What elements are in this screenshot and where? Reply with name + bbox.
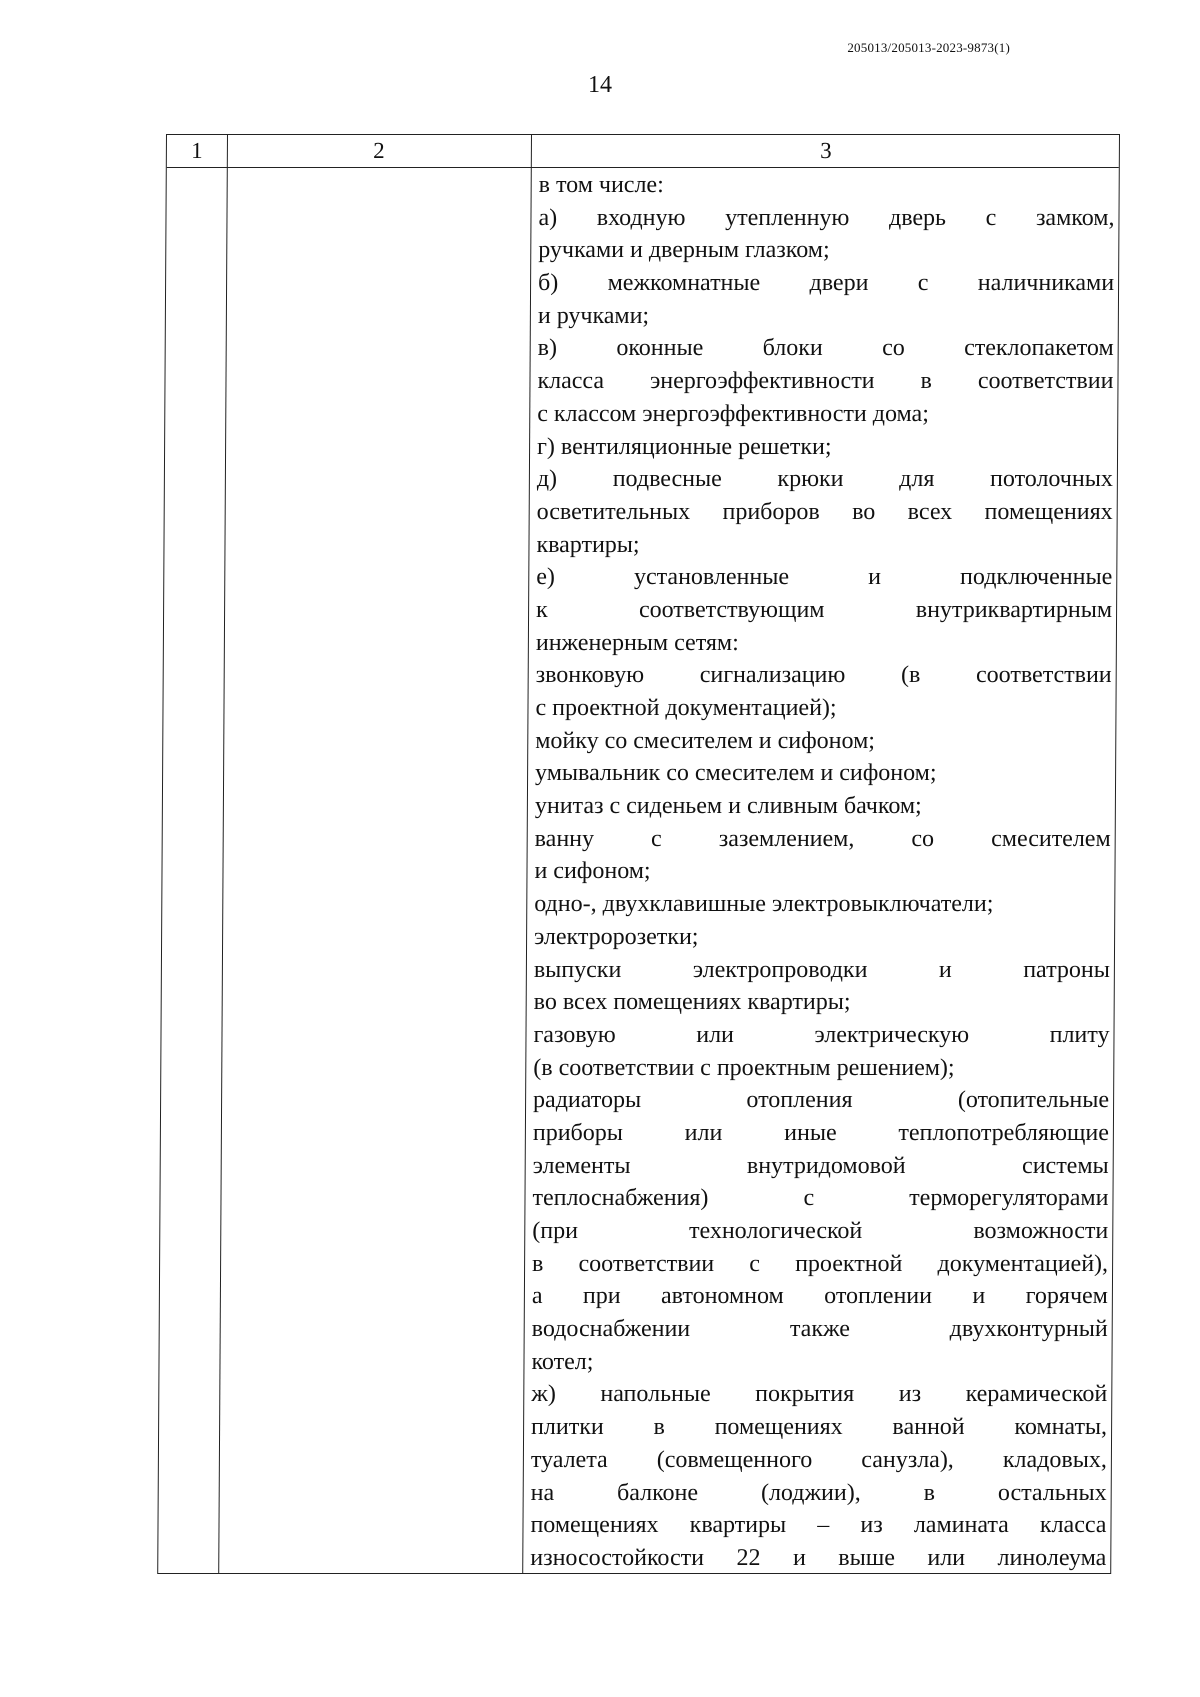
text-line: радиаторы отопления (отопительные (533, 1087, 1110, 1114)
text-line: мойку со смесителем и сифоном; (535, 727, 876, 754)
text-line: ручками и дверным глазком; (538, 237, 830, 264)
text-line: износостойкости 22 и выше или линолеума (530, 1544, 1107, 1571)
column-3-content (530, 169, 1115, 1575)
column-divider-2 (522, 135, 532, 1573)
header-cell-1: 1 (191, 138, 203, 163)
header-cell-3: 3 (820, 138, 832, 163)
text-line: к соответствующим внутриквартирным (536, 596, 1113, 623)
text-line: и ручками; (537, 302, 650, 329)
text-line: ж) напольные покрытия из керамической (531, 1381, 1108, 1408)
text-line: во всех помещениях квартиры; (533, 989, 851, 1016)
text-line: б) межкомнатные двери с наличниками (538, 270, 1115, 297)
text-line: с классом энергоэффективности дома; (537, 400, 929, 427)
text-line: а) входную утепленную дверь с замком, (538, 204, 1115, 231)
text-line: в) оконные блоки со стеклопакетом (537, 335, 1114, 362)
text-line: а при автономном отоплении и горячем (531, 1283, 1108, 1310)
text-line: электророзетки; (534, 923, 699, 950)
page-number: 14 (588, 72, 612, 98)
text-line: теплоснабжения) с терморегуляторами (532, 1185, 1109, 1212)
header-cell-2: 2 (373, 138, 385, 163)
header-row-divider (167, 167, 1119, 168)
text-line: (в соответствии с проектным решением); (533, 1054, 955, 1081)
text-line: водоснабжении также двухконтурный (531, 1316, 1108, 1343)
text-line: котел; (531, 1348, 594, 1375)
text-line: с проектной документацией); (535, 695, 837, 721)
text-line: одно-, двухклавишные электровыключатели; (534, 891, 994, 918)
text-line: унитаз с сиденьем и сливным бачком; (534, 793, 922, 820)
text-line: газовую или электрическую плиту (533, 1021, 1110, 1048)
text-line: умывальник со смесителем и сифоном; (535, 760, 937, 787)
text-line: е) установленные и подключенные (536, 564, 1113, 591)
document-table (157, 134, 1120, 1574)
text-line: звонковую сигнализацию (в соответствии (535, 662, 1112, 689)
text-line: на балконе (лоджии), в остальных (530, 1479, 1107, 1506)
text-line: приборы или иные теплопотребляющие (532, 1119, 1109, 1146)
text-line: класса энергоэффективности в соответствии (537, 368, 1114, 395)
text-line: квартиры; (536, 531, 640, 558)
column-divider-1 (218, 135, 228, 1573)
text-line: осветительных приборов во всех помещениях (536, 498, 1113, 525)
text-line: элементы внутридомовой системы (532, 1152, 1109, 1179)
text-line: туалета (совмещенного санузла), кладовых, (530, 1446, 1107, 1473)
text-line: ванну с заземлением, со смесителем (534, 825, 1111, 852)
document-id: 205013/205013-2023-9873(1) (847, 40, 1010, 55)
text-line: выпуски электропроводки и патроны (533, 956, 1110, 983)
text-line: помещениях квартиры – из ламината класса (530, 1512, 1107, 1539)
text-line: и сифоном; (534, 858, 651, 885)
text-line: инженерным сетям: (535, 629, 739, 656)
text-line: (при технологической возможности (532, 1218, 1109, 1244)
text-line: плитки в помещениях ванной комнаты, (531, 1414, 1108, 1441)
text-line: г) вентиляционные решетки; (537, 433, 832, 460)
text-line: в соответствии с проектной документацией), (532, 1250, 1109, 1277)
text-line: в том числе: (538, 172, 664, 198)
text-line: д) подвесные крюки для потолочных (536, 466, 1113, 493)
